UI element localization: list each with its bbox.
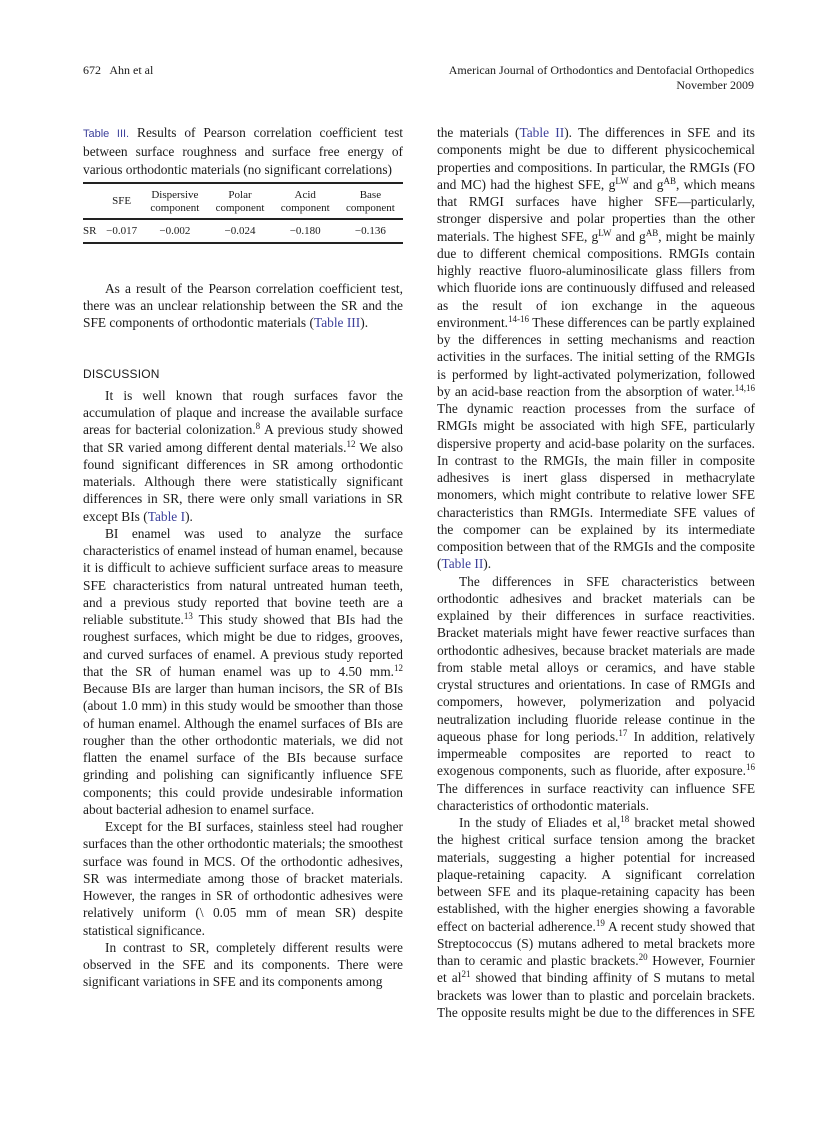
intro-paragraph	[83, 280, 403, 332]
text-run: Because BIs are larger than human incisors, the SR of BIs (about 1.0 mm) in this study would be smoother than those of human enamel. Although the enamel surfaces of BIs are rougher than the other orthodontic materials, we did not flatten the enamel surface of the BIs because surface grinding and polishing can significantly influence SFE components; this could provide undesirable information about bacterial adhesion to enamel surface.	[83, 681, 403, 817]
table-label: Table III.	[83, 128, 130, 140]
table-caption	[83, 124, 403, 178]
body-paragraph	[437, 573, 755, 815]
section-heading-discussion: DISCUSSION	[83, 366, 160, 381]
body-paragraph	[83, 387, 403, 525]
text-run: ).	[483, 556, 492, 572]
page-number: 672	[83, 63, 101, 77]
table-reference-link[interactable]: Table II	[441, 556, 484, 572]
running-header-left	[83, 63, 153, 78]
citation-superscript: 16	[746, 762, 755, 773]
body-paragraph	[83, 525, 403, 818]
column-header	[83, 183, 101, 219]
citation-superscript: 12	[394, 662, 403, 673]
text-run: showed that binding affinity of S mutans to metal brackets was lower than to plastic and porcelain brackets. The opposite results might be due to the differences in SFE	[437, 970, 755, 1020]
text-run: and g	[628, 176, 664, 192]
table-body	[83, 219, 403, 243]
text-run: It is well known that rough surfaces favor the accumulation of plaque and increase the available surface areas for bacterial colonization.	[83, 387, 403, 438]
column-header: Polar component	[207, 183, 272, 219]
text-run: bracket metal showed the highest critical surface tension among the bracket materials, suggesting a higher potential for increased plaque-retaining capacity. A significant correlation between SFE and its plaque-retaining capacity has been established, with the higher energies showing a favorable effect on bacterial adherence.	[437, 815, 755, 934]
table-cell: −0.017	[101, 219, 142, 243]
text-run: Except for the BI surfaces, stainless steel had rougher surfaces than the other orthodontic materials; the smoothest surface was found in MCS. Of the orthodontic adhesives, SR was intermediate among those of bracket materials. However, the ranges in SR of orthodontic adhesives were relatively uniform (\ 0.05 mm of mean SR) despite statistical significance.	[83, 819, 403, 938]
text-run: ).	[185, 508, 193, 524]
text-run: ). The differences in SFE and its components might be due to different physicochemical properties and compositions. In particular, the RMGIs (FO and MC) had the highest SFE, g	[437, 125, 755, 192]
text-run: In addition, relatively impermeable composites are reported to react to exogenous components, such as fluoride, after exposure.	[437, 728, 755, 779]
running-authors: Ahn et al	[109, 63, 154, 77]
citation-superscript: 14-16	[508, 313, 530, 324]
text-run: As a result of the Pearson correlation coefficient test, there was an unclear relationship between the SR and the SFE components of orthodontic materials (	[83, 280, 403, 331]
citation-superscript: 21	[461, 969, 471, 980]
text-run: and g	[611, 228, 646, 244]
table-caption-text: Results of Pearson correlation coefficient test between surface roughness and surface free energy of various orthodontic materials (no significant correlations)	[83, 125, 403, 177]
column-header: Dispersive component	[142, 183, 207, 219]
citation-superscript: LW	[615, 175, 629, 186]
column-header: SFE	[101, 183, 142, 219]
issue-date: November 2009	[676, 78, 754, 92]
table-reference-link[interactable]: Table III	[313, 315, 361, 331]
body-paragraph	[437, 124, 755, 573]
text-run: , might be mainly due to different chemical compositions. RMGIs contain highly reactive fluoro-aluminosilicate glass fillers from which fluoride ions are continuously diffused and released as the result of ion exchange in the aqueous environment.	[437, 228, 755, 330]
citation-superscript: AB	[645, 227, 659, 238]
citation-superscript: 20	[638, 952, 648, 962]
citation-superscript: 14,16	[734, 382, 755, 393]
table-cell: −0.180	[273, 219, 338, 243]
text-run: However, Fournier et al	[437, 953, 755, 986]
citation-superscript: 8	[255, 421, 261, 432]
body-paragraph	[83, 818, 403, 939]
table-reference-link[interactable]: Table I	[147, 508, 186, 524]
text-run: We also found significant differences in SR among orthodontic materials. Although there were statistically significant differences in SR, there were only small variations in SR except BIs (	[83, 439, 403, 524]
text-run: In the study of Eliades et al,	[459, 815, 621, 830]
citation-superscript: 18	[620, 814, 630, 824]
table-header-row	[83, 183, 403, 219]
text-run: the materials (	[437, 125, 520, 140]
table-cell: −0.136	[338, 219, 403, 243]
right-column	[437, 124, 755, 1021]
text-run: ).	[360, 315, 369, 331]
body-paragraph	[437, 814, 755, 1021]
column-header: Acid component	[273, 183, 338, 219]
table-row	[83, 219, 403, 243]
citation-superscript: LW	[598, 227, 612, 238]
running-header-right	[449, 63, 754, 93]
text-run: The differences in surface reactivity can influence SFE characteristics of orthodontic materials.	[437, 780, 755, 813]
text-run: BI enamel was used to analyze the surface characteristics of enamel instead of human enamel, because it is difficult to achieve sufficient surface areas to measure SFE characteristics from natural untreated human teeth, and a previous study reported that bovine teeth are a reliable substitute.	[83, 525, 403, 627]
left-column	[83, 124, 403, 991]
body-paragraph	[83, 939, 403, 991]
column-header: Base component	[338, 183, 403, 219]
discussion-body	[83, 387, 403, 991]
table-cell: SR	[83, 219, 101, 243]
text-run: , which means that RMGI surfaces have higher SFE—particularly, stronger dispersive and polar properties than the other materials. The highest SFE, g	[437, 176, 755, 244]
correlation-table	[83, 182, 403, 244]
table-cell: −0.002	[142, 219, 207, 243]
citation-superscript: 17	[618, 727, 628, 738]
text-run: The differences in SFE characteristics between orthodontic adhesives and bracket materials can be explained by their differences in surface reactivities. Bracket materials might have fewer reactive surfaces than orthodontic adhesives, because bracket materials are made from stable metal alloys or ceramics, and have stable crystal structures and orientations. In case of RMGIs and compomers, however, polymerization and polyacid neutralization including fluoride release continue in the aqueous phase for long periods.	[437, 573, 755, 744]
text-run: These differences can be partly explained by the differences in setting mechanisms and reaction activities in the surfaces. The initial setting of the RMGIs is performed by light-activated polymerization, followed by an acid-base reaction from the absorption of water.	[437, 314, 755, 399]
text-run: A recent study showed that Streptococcus (S) mutans adhered to metal brackets more than to ceramic and plastic brackets.	[437, 918, 755, 968]
text-run: The dynamic reaction processes from the surface of RMGIs might be associated with high SFE, particularly dispersive property and acid-base polarity on the surfaces. In contrast to the RMGIs, the main filler in composite adhesives is inert glass dispersed in methacrylate monomers, which might contribute to relative lower SFE characteristics than RMGIs. Intermediate SFE values of the compomer can be explained by its intermediate composition between that of the RMGIs and the composite (	[437, 401, 755, 572]
table-cell: −0.024	[207, 219, 272, 243]
text-run: This study showed that BIs had the roughest surfaces, which might be due to ridges, grooves, and curved surfaces of enamel. A previous study reported that the SR of human enamel was up to 4.50 mm.	[83, 612, 403, 679]
citation-superscript: 13	[183, 611, 193, 621]
citation-superscript: 12	[346, 438, 356, 449]
citation-superscript: AB	[663, 175, 676, 186]
text-run: In contrast to SR, completely different results were observed in the SFE and its components. There were significant variations in SFE and its components among	[83, 939, 403, 990]
citation-superscript: 19	[595, 917, 605, 928]
table-reference-link[interactable]: Table II	[519, 125, 565, 140]
journal-name: American Journal of Orthodontics and Dentofacial Orthopedics	[448, 63, 754, 77]
text-run: A previous study showed that SR varied among different dental materials.	[83, 422, 403, 455]
